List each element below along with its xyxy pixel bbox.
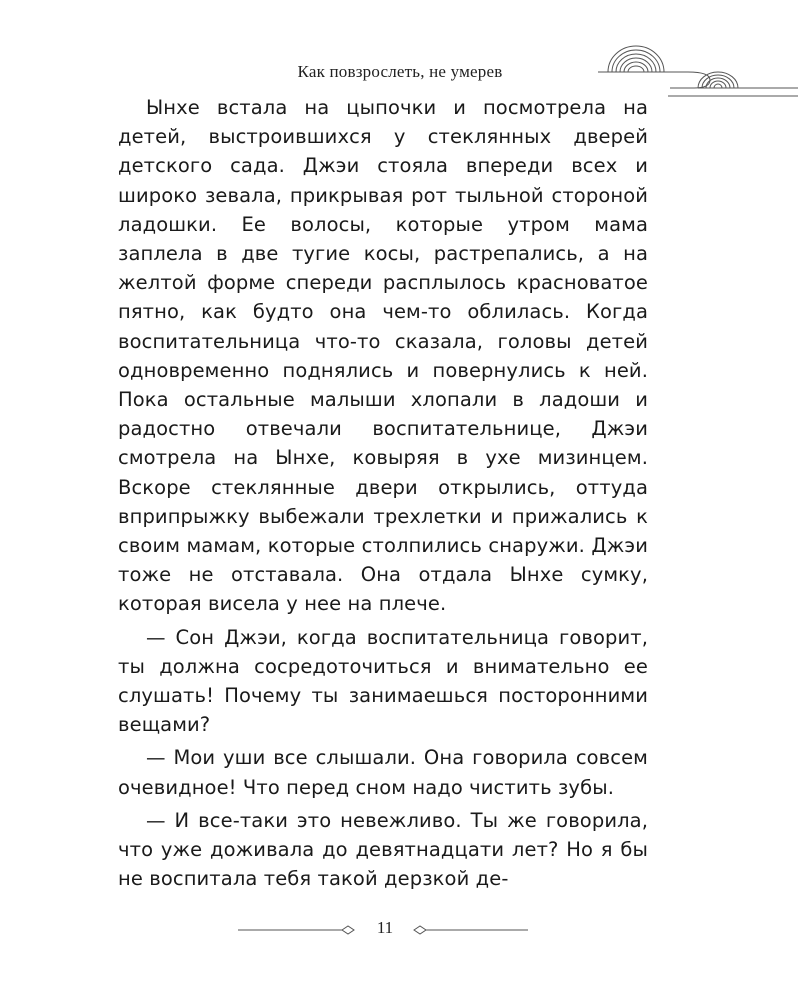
paragraph: Ынхе встала на цыпочки и посмотрела на детей, выстроившихся у стеклянных дверей детского сада. Джэи стояла впереди всех и широко зевала, прикрывая рот тыльной стороной ладошки. Ее волосы, которые утром мама заплела в две тугие косы, растрепались, а на желтой форме спереди расплылось красноватое пятно, как будто она чем-то облилась. Когда воспитательница что-то сказала, головы детей одновременно поднялись и повернулись к ней. Пока остальные малыши хлопали в ладоши и радостно отвечали воспитательнице, Джэи смотрела на Ынхе, ковыряя в ухе мизинцем. Вскоре стеклянные двери открылись, оттуда вприпрыжку выбежали трехлетки и прижались к своим мамам, которые столпились снаружи. Джэи тоже не отставала. Она отдала Ынхе сумку, которая висела у нее на плече. [118, 96, 648, 616]
running-header: Как повзрослеть, не умерев [297, 62, 503, 81]
body-text [118, 93, 648, 897]
paragraph: — Сон Джэи, когда воспитательница говорит, ты должна сосредоточиться и внимательно ее слушать! Почему ты занимаешься посторонними вещами? [118, 625, 648, 737]
page-number: 11 [376, 918, 394, 937]
page-footer [0, 912, 800, 948]
paragraph: — И все-таки это невежливо. Ты же говорила, что уже доживала до девятнадцати лет? Но я бы не воспитала тебя такой дерзкой де- [118, 808, 648, 891]
paragraph: — Мои уши все слышали. Она говорила совсем очевидное! Что перед сном надо чистить зубы. [118, 746, 648, 799]
cloud-ornament-icon [598, 44, 798, 100]
